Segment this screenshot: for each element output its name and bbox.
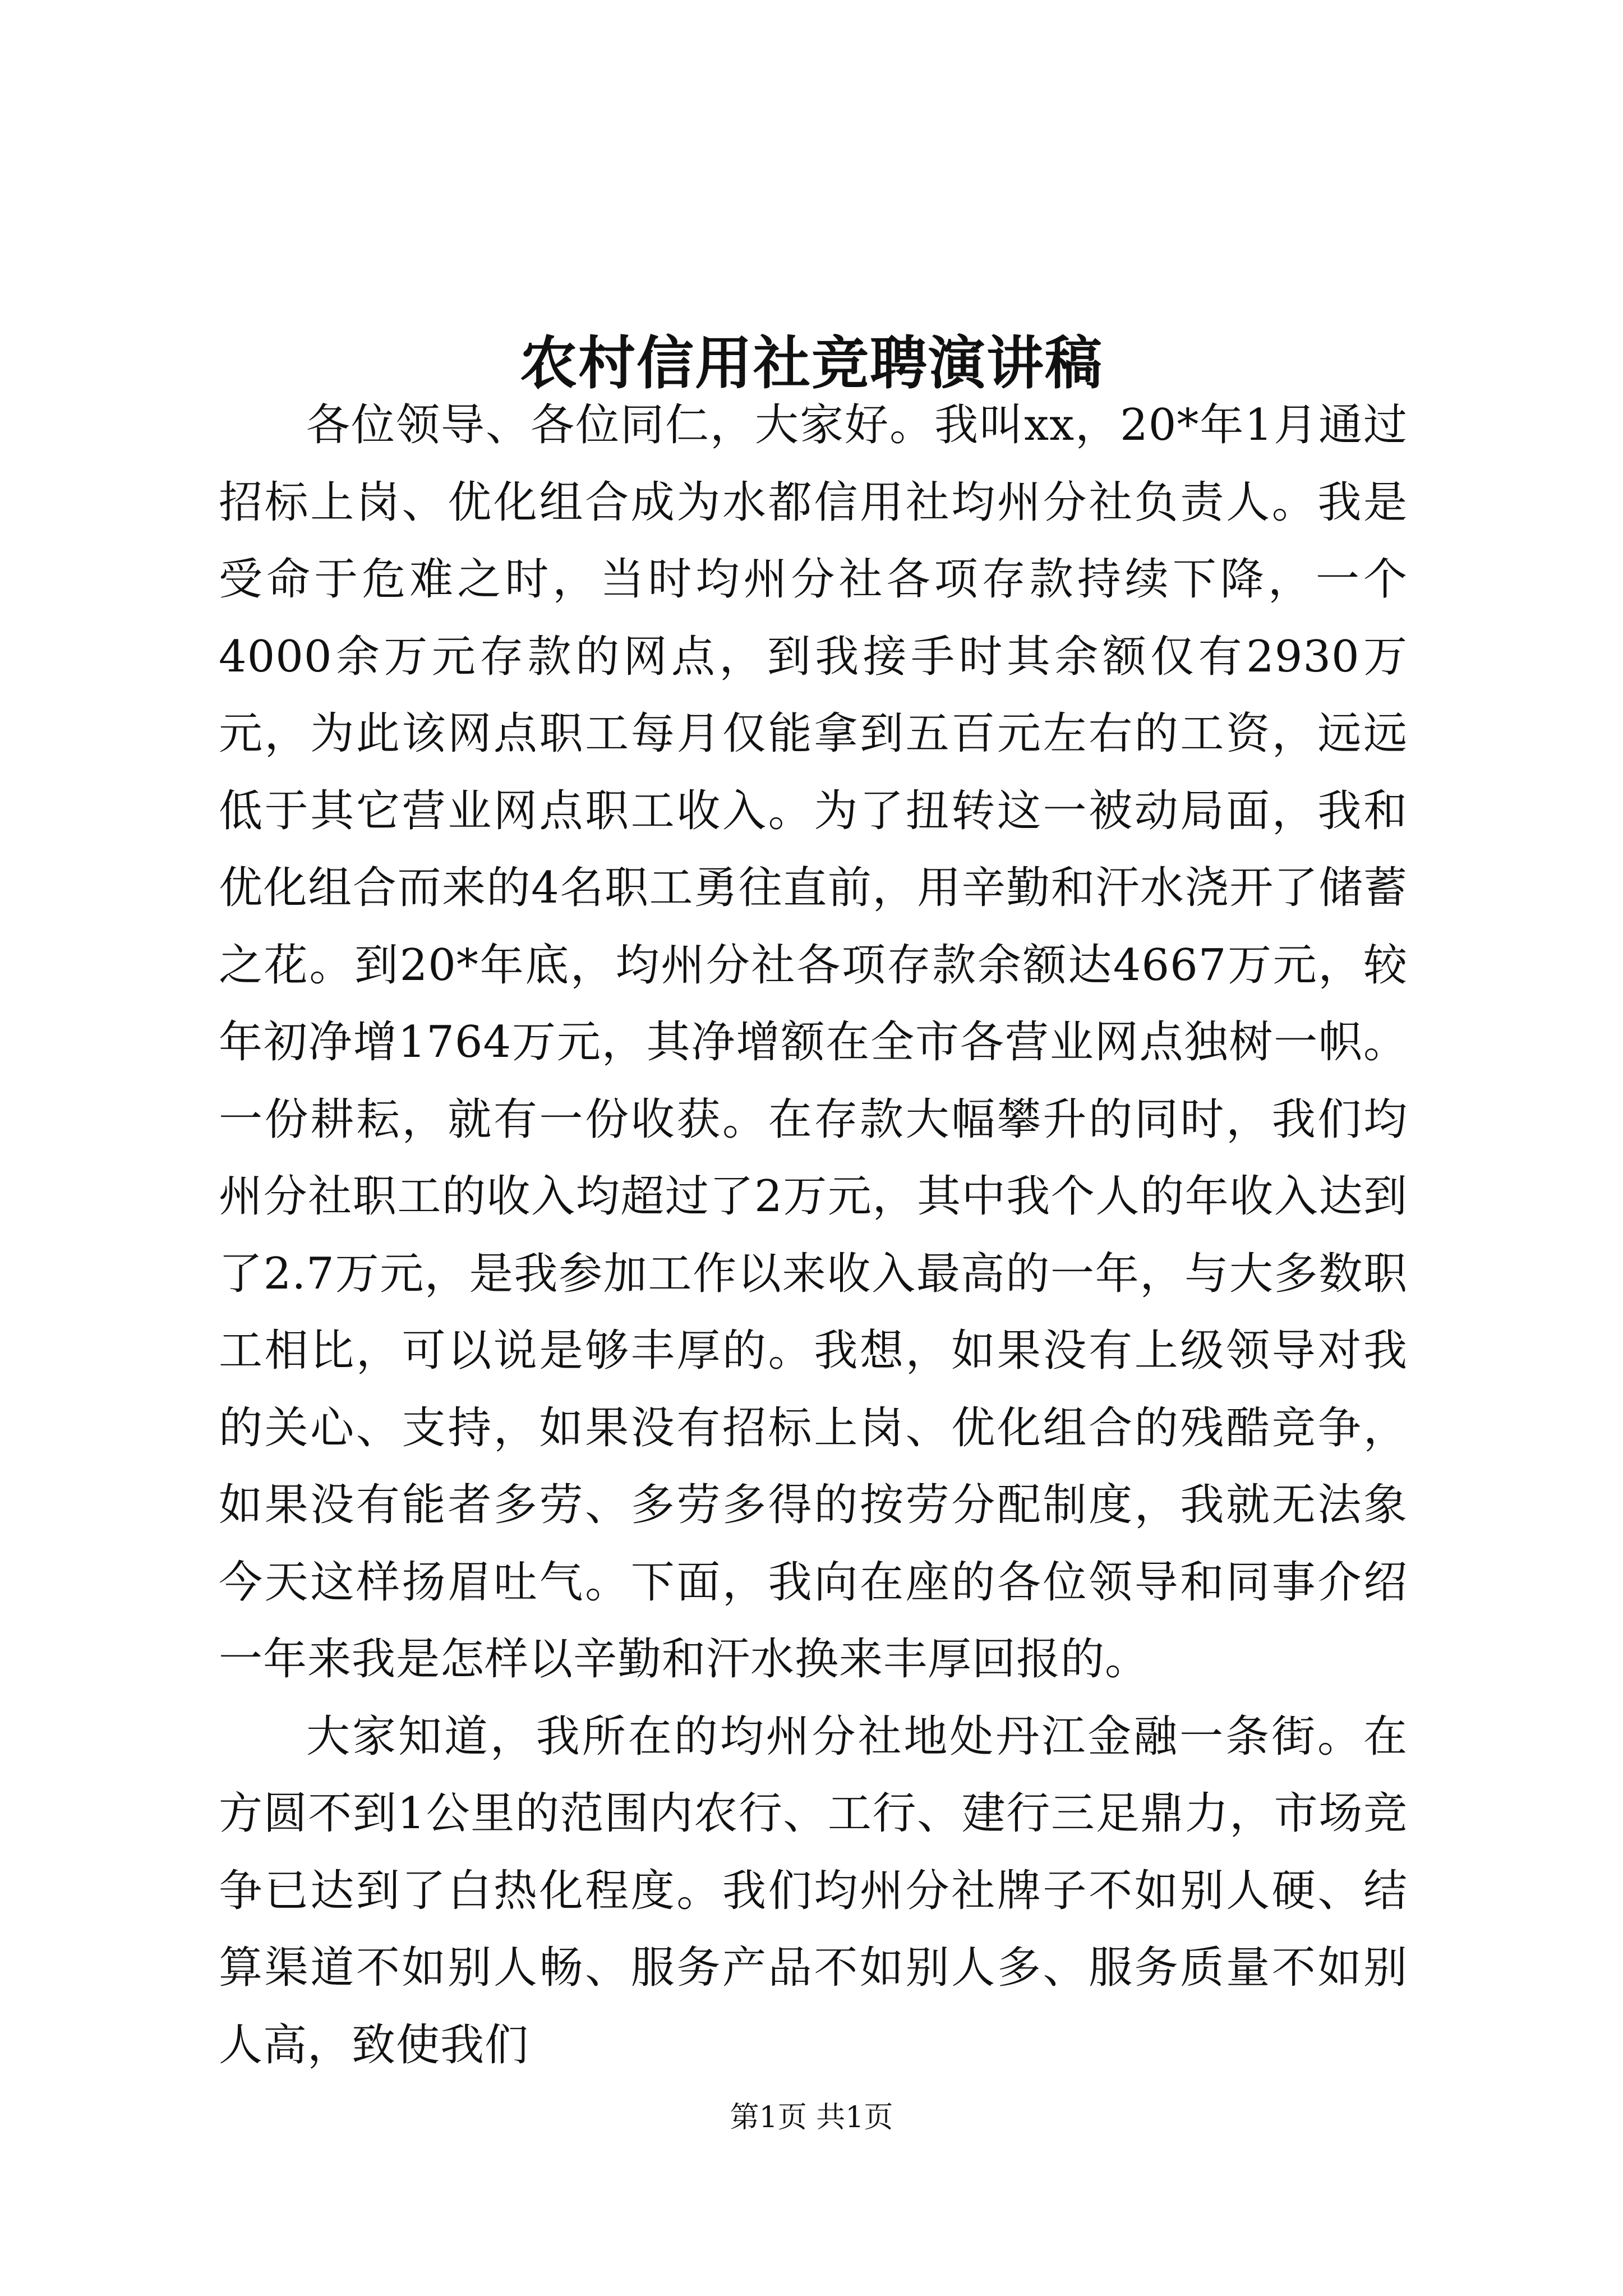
- page-footer: 第1页 共1页: [730, 2101, 893, 2134]
- document-body: [219, 387, 1408, 2084]
- paragraph-1: 各位领导、各位同仁，大家好。我叫xx，20*年1月通过招标上岗、优化组合成为水都信用社均州分社负责人。我是受命于危难之时，当时均州分社各项存款持续下降，一个4000余万元存款的网点，到我接手时其余额仅有2930万元，为此该网点职工每月仅能拿到五百元左右的工资，远远低于其它营业网点职工收入。为了扭转这一被动局面，我和优化组合而来的4名职工勇往直前，用辛勤和汗水浇开了储蓄之花。到20*年底，均州分社各项存款余额达4667万元，较年初净增1764万元，其净增额在全市各营业网点独树一帜。一份耕耘，就有一份收获。在存款大幅攀升的同时，我们均州分社职工的收入均超过了2万元，其中我个人的年收入达到了2.7万元，是我参加工作以来收入最高的一年，与大多数职工相比，可以说是够丰厚的。我想，如果没有上级领导对我的关心、支持，如果没有招标上岗、优化组合的残酷竞争，如果没有能者多劳、多劳多得的按劳分配制度，我就无法象今天这样扬眉吐气。下面，我向在座的各位领导和同事介绍一年来我是怎样以辛勤和汗水换来丰厚回报的。: [219, 400, 1408, 1685]
- document-title: 农村信用社竞聘演讲稿: [520, 330, 1103, 398]
- paragraph-2: 大家知道，我所在的均州分社地处丹江金融一条街。在方圆不到1公里的范围内农行、工行、建行三足鼎力，市场竞争已达到了白热化程度。我们均州分社牌子不如别人硬、结算渠道不如别人畅、服务产品不如别人多、服务质量不如别人高，致使我们: [219, 1711, 1408, 2070]
